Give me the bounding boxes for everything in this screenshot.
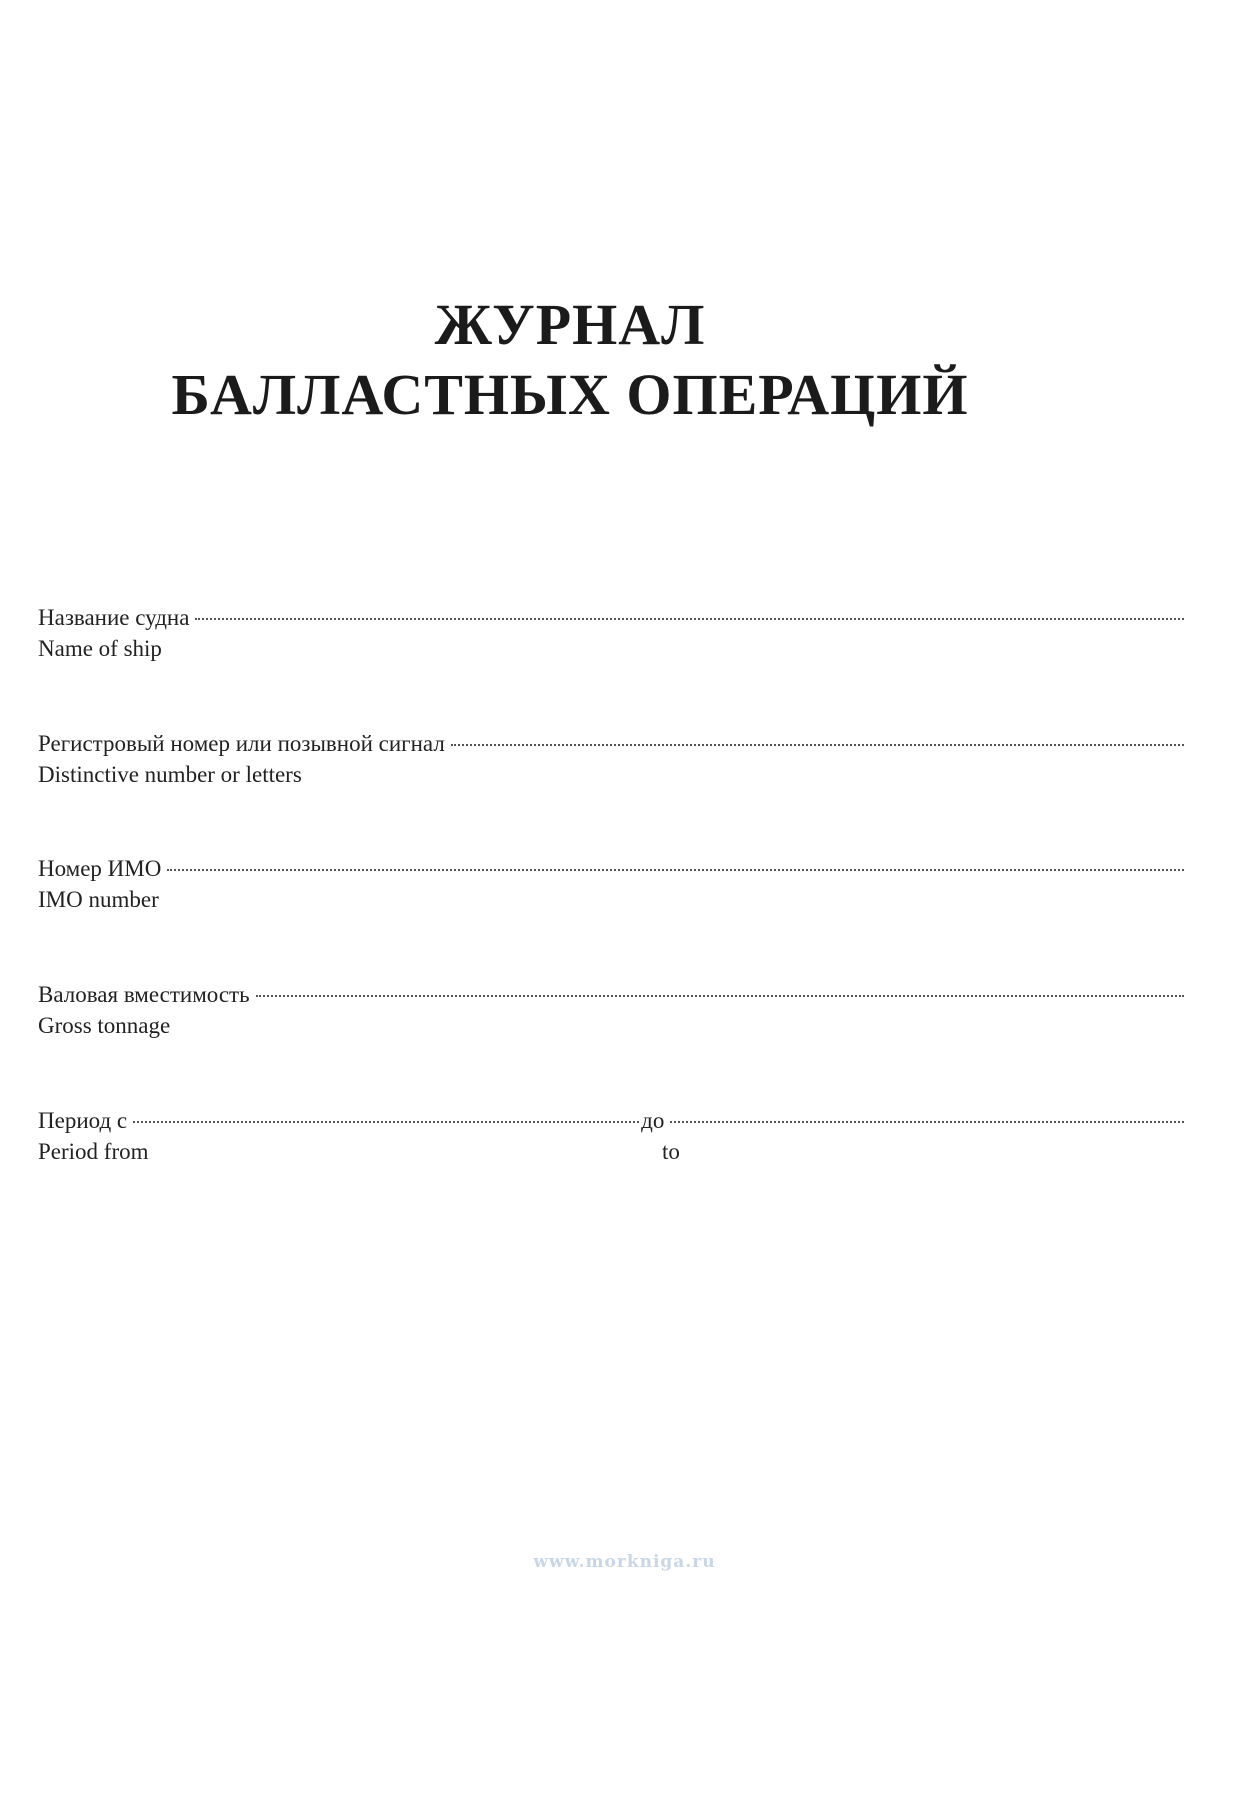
gross-tonnage-label-en: Gross tonnage [38, 1013, 171, 1038]
ship-name-label-ru: Название судна [38, 605, 190, 630]
gross-tonnage-field [38, 979, 1184, 1041]
imo-field [38, 853, 1184, 915]
imo-label-ru: Номер ИМО [38, 856, 162, 881]
ship-name-field [38, 602, 1184, 664]
imo-label-en: IMO number [38, 887, 159, 912]
distinctive-field [38, 728, 1184, 790]
watermark: www.morkniga.ru [533, 1552, 716, 1572]
period-from-label-en: Period from [38, 1139, 149, 1164]
gross-tonnage-fill-line [256, 995, 1184, 997]
period-to-fill-line [670, 1121, 1184, 1123]
ship-name-fill-line [195, 618, 1184, 620]
period-to-label-ru: до [641, 1108, 665, 1133]
period-field [38, 1105, 1184, 1167]
title-line-2: БАЛЛАСТНЫХ ОПЕРАЦИЙ [171, 362, 969, 427]
document-title [0, 290, 1140, 430]
period-from-label-ru: Период с [38, 1108, 128, 1133]
period-from-fill-line [133, 1121, 639, 1123]
distinctive-label-ru: Регистровый номер или позывной сигнал [38, 731, 445, 756]
distinctive-label-en: Distinctive number or letters [38, 762, 302, 787]
period-to-label-en: to [662, 1139, 680, 1164]
title-line-1: ЖУРНАЛ [434, 292, 706, 357]
ship-name-label-en: Name of ship [38, 636, 162, 661]
distinctive-fill-line [451, 744, 1184, 746]
gross-tonnage-label-ru: Валовая вместимость [38, 982, 250, 1007]
imo-fill-line [167, 869, 1184, 871]
